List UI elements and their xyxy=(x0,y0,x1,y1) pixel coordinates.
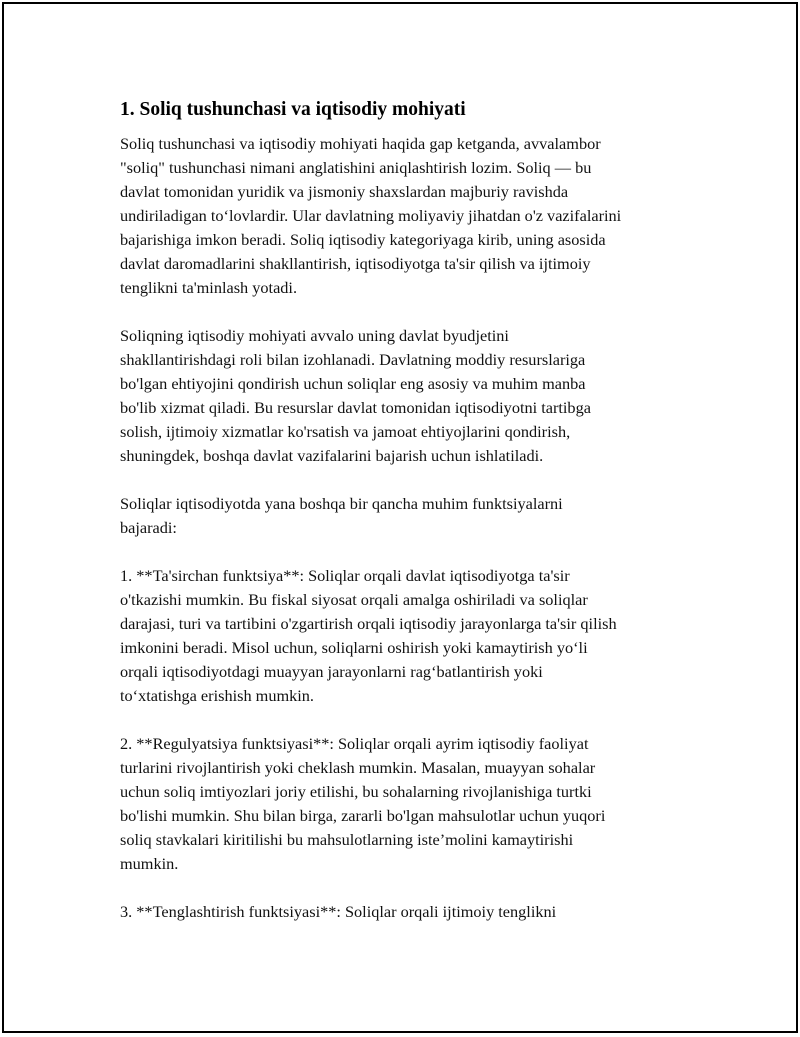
section-heading: 1. Soliq tushunchasi va iqtisodiy mohiyati xyxy=(120,99,466,120)
list-item-function-1: 1. **Ta'sirchan funktsiya**: Soliqlar orqali davlat iqtisodiyotga ta'sir o'tkazishi mumkin. Bu fiskal siyosat orqali amalga oshiriladi va soliqlar darajasi, turi va tartibini o'zgartirish orqali iqtisodiy jarayonlarga ta'sir qilish imkonini beradi. Misol uchun, soliqlarni oshirish yoki kamaytirish yo‘li orqali iqtisodiyotdagi muayyan jarayonlarni rag‘batlantirish yoki to‘xtatishga erishish mumkin. xyxy=(120,566,617,705)
document-page xyxy=(2,2,798,1033)
list-item-function-2: 2. **Regulyatsiya funktsiyasi**: Soliqlar orqali ayrim iqtisodiy faoliyat turlarini rivojlantirish yoki cheklash mumkin. Masalan, muayyan sohalar uchun soliq imtiyozlari joriy etilishi, bu sohalarning rivojlanishiga turtki bo'lishi mumkin. Shu bilan birga, zararli bo'lgan mahsulotlar uchun yuqori soliq stavkalari kiritilishi bu mahsulotlarning iste’molini kamaytirishi mumkin. xyxy=(120,734,606,873)
list-item-function-3: 3. **Tenglashtirish funktsiyasi**: Soliqlar orqali ijtimoiy tenglikni xyxy=(120,902,557,921)
paragraph-functions-intro: Soliqlar iqtisodiyotda yana boshqa bir qancha muhim funktsiyalarni bajaradi: xyxy=(120,494,563,537)
paragraph-economic-essence: Soliqning iqtisodiy mohiyati avvalo uning davlat byudjetini shakllantirishdagi roli bilan izohlanadi. Davlatning moddiy resurslariga bo'lgan ehtiyojini qondirish uchun soliqlar eng asosiy va muhim manba bo'lib xizmat qiladi. Bu resurslar davlat tomonidan iqtisodiyotni tartibga solish, ijtimoiy xizmatlar ko'rsatish va jamoat ehtiyojlarini qondirish, shuningdek, boshqa davlat vazifalarini bajarish uchun ishlatiladi. xyxy=(120,326,591,465)
document-body xyxy=(120,97,700,948)
paragraph-intro: Soliq tushunchasi va iqtisodiy mohiyati haqida gap ketganda, avvalambor "soliq" tushunchasi nimani anglatishini aniqlashtirish lozim. Soliq — bu davlat tomonidan yuridik va jismoniy shaxslardan majburiy ravishda undiriladigan to‘lovlardir. Ular davlatning moliyaviy jihatdan o'z vazifalarini bajarishiga imkon beradi. Soliq iqtisodiy kategoriyaga kirib, uning asosida davlat daromadlarini shakllantirish, iqtisodiyotga ta'sir qilish va ijtimoiy tenglikni ta'minlash yotadi. xyxy=(120,134,622,297)
